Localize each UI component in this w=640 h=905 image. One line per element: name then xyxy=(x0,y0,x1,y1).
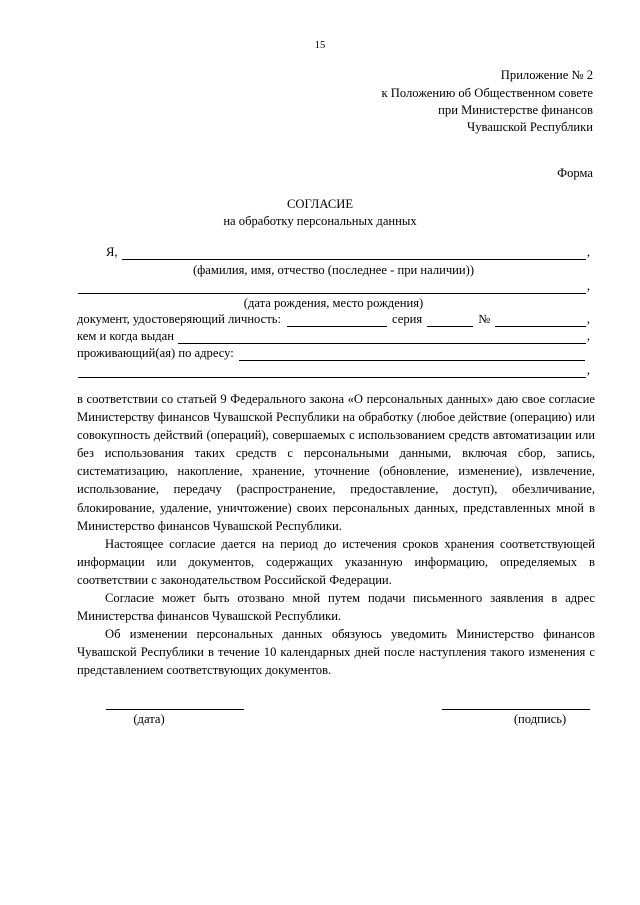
issued-label: кем и когда выдан xyxy=(77,329,175,343)
appendix-line-2: к Положению об Общественном совете xyxy=(381,86,593,100)
paragraph-3: Согласие может быть отозвано мной путем подачи письменного заявления в адрес Министерства финансов Чувашской Республики. xyxy=(77,591,595,624)
i-label: Я, xyxy=(106,245,118,259)
document-title: СОГЛАСИЕ xyxy=(286,197,354,211)
appendix-line-3: при Министерстве финансов xyxy=(438,103,593,117)
signature-line[interactable] xyxy=(442,709,590,710)
doc-comma: , xyxy=(586,312,590,326)
series-label: серия xyxy=(392,312,423,326)
address-line-2 xyxy=(77,363,590,378)
page-number: 15 xyxy=(314,40,326,51)
birth-caption: (дата рождения, место рождения) xyxy=(243,296,424,310)
document-line xyxy=(77,312,590,327)
form-label: Форма xyxy=(557,166,593,180)
doc-type-field[interactable] xyxy=(287,314,387,327)
issued-line xyxy=(77,329,590,344)
date-line[interactable] xyxy=(106,709,244,710)
appendix-line-4: Чувашской Республики xyxy=(467,120,593,134)
fio-caption: (фамилия, имя, отчество (последнее - при наличии)) xyxy=(192,263,475,277)
address-field[interactable] xyxy=(239,348,585,361)
paragraph-4: Об изменении персональных данных обязуюсь уведомить Министерство финансов Чувашской Республики в течение 10 календарных дней после наступления такого изменения с представлением соответствующих документов. xyxy=(77,627,595,678)
paragraph-2: Настоящее согласие дается на период до истечения сроков хранения соответствующей информации или документов, содержащих указанную информацию, определяемых в соответствии с законодательством Российской Федерации. xyxy=(77,536,595,587)
birth-comma: , xyxy=(586,279,590,293)
address-field-2[interactable] xyxy=(78,365,586,378)
address-comma: , xyxy=(586,363,590,377)
document-subtitle: на обработку персональных данных xyxy=(223,214,417,228)
birth-line xyxy=(77,279,590,294)
consent-body xyxy=(77,390,595,680)
issued-field[interactable] xyxy=(178,331,586,344)
number-label: № xyxy=(478,312,491,326)
fio-line xyxy=(77,245,590,260)
fio-field[interactable] xyxy=(122,247,586,260)
fio-comma: , xyxy=(586,245,590,259)
number-field[interactable] xyxy=(495,314,586,327)
doc-label: документ, удостоверяющий личность: xyxy=(77,312,282,326)
address-label: проживающий(ая) по адресу: xyxy=(77,346,234,360)
appendix-line-1: Приложение № 2 xyxy=(500,68,593,82)
birth-field[interactable] xyxy=(78,281,586,294)
paragraph-1: в соответствии со статьей 9 Федерального закона «О персональных данных» даю свое согласие Министерству финансов Чувашской Республики на обработку (любое действие (операцию) или совокупность действий (операций), совершаемых с использованием средств автоматизации или без использования таких средств с персональными данными, включая сбор, запись, систематизацию, накопление, хранение, уточнение (обновление, изменение), извлечение, использование, передачу (распространение, предоставление, доступ), обезличивание, блокирование, удаление, уничтожение) своих персональных данных, представленных мной в Министерство финансов Чувашской Республики. xyxy=(77,392,595,533)
signature-caption: (подпись) xyxy=(513,712,567,726)
series-field[interactable] xyxy=(427,314,473,327)
address-line xyxy=(77,346,590,361)
issued-comma: , xyxy=(586,329,590,343)
date-caption: (дата) xyxy=(133,712,165,726)
